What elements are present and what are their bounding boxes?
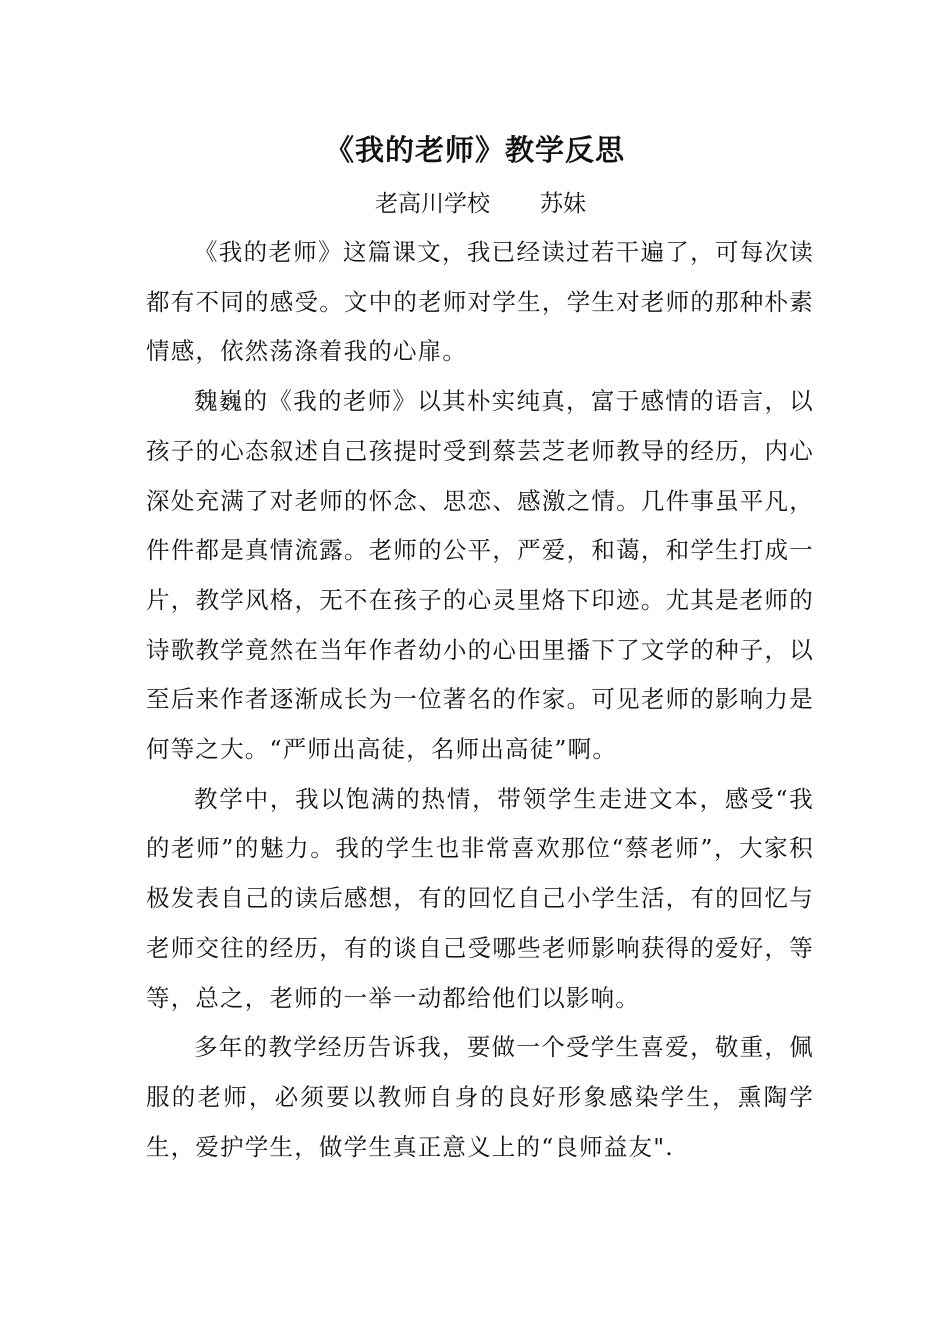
document-title: 《我的老师》教学反思: [324, 133, 625, 167]
byline: [375, 185, 586, 218]
paragraph-2: 魏巍的《我的老师》以其朴实纯真，富于感情的语言，以孩子的心态叙述自己孩提时受到蔡芸芝老师教导的经历，内心深处充满了对老师的怀念、思恋、感激之情。几件事虽平凡，件件都是真情流露。老师的公平，严爱，和蔼，和学生打成一片，教学风格，无不在孩子的心灵里烙下印迹。尤其是老师的诗歌教学竟然在当年作者幼小的心田里播下了文学的种子，以至后来作者逐渐成长为一位著名的作家。可见老师的影响力是何等之大。“严师出高徒，名师出高徒”啊。: [146, 387, 814, 764]
paragraph-1: 《我的老师》这篇课文，我已经读过若干遍了，可每次读都有不同的感受。文中的老师对学生，学生对老师的那种朴素情感，依然荡涤着我的心扉。: [146, 238, 814, 366]
author-name: 苏妹: [540, 191, 586, 217]
document-body: [146, 228, 814, 1172]
school-name: 老高川学校: [375, 191, 490, 217]
paragraph-4: 多年的教学经历告诉我，要做一个受学生喜爱，敬重，佩服的老师，必须要以教师自身的良好形象感染学生，熏陶学生，爱护学生，做学生真正意义上的“良师益友".: [146, 1033, 814, 1161]
paragraph-3: 教学中，我以饱满的热情，带领学生走进文本，感受“我的老师”的魅力。我的学生也非常喜欢那位“蔡老师”，大家积极发表自己的读后感想，有的回忆自己小学生活，有的回忆与老师交往的经历，有的谈自己受哪些老师影响获得的爱好，等等，总之，老师的一举一动都给他们以影响。: [146, 784, 814, 1012]
